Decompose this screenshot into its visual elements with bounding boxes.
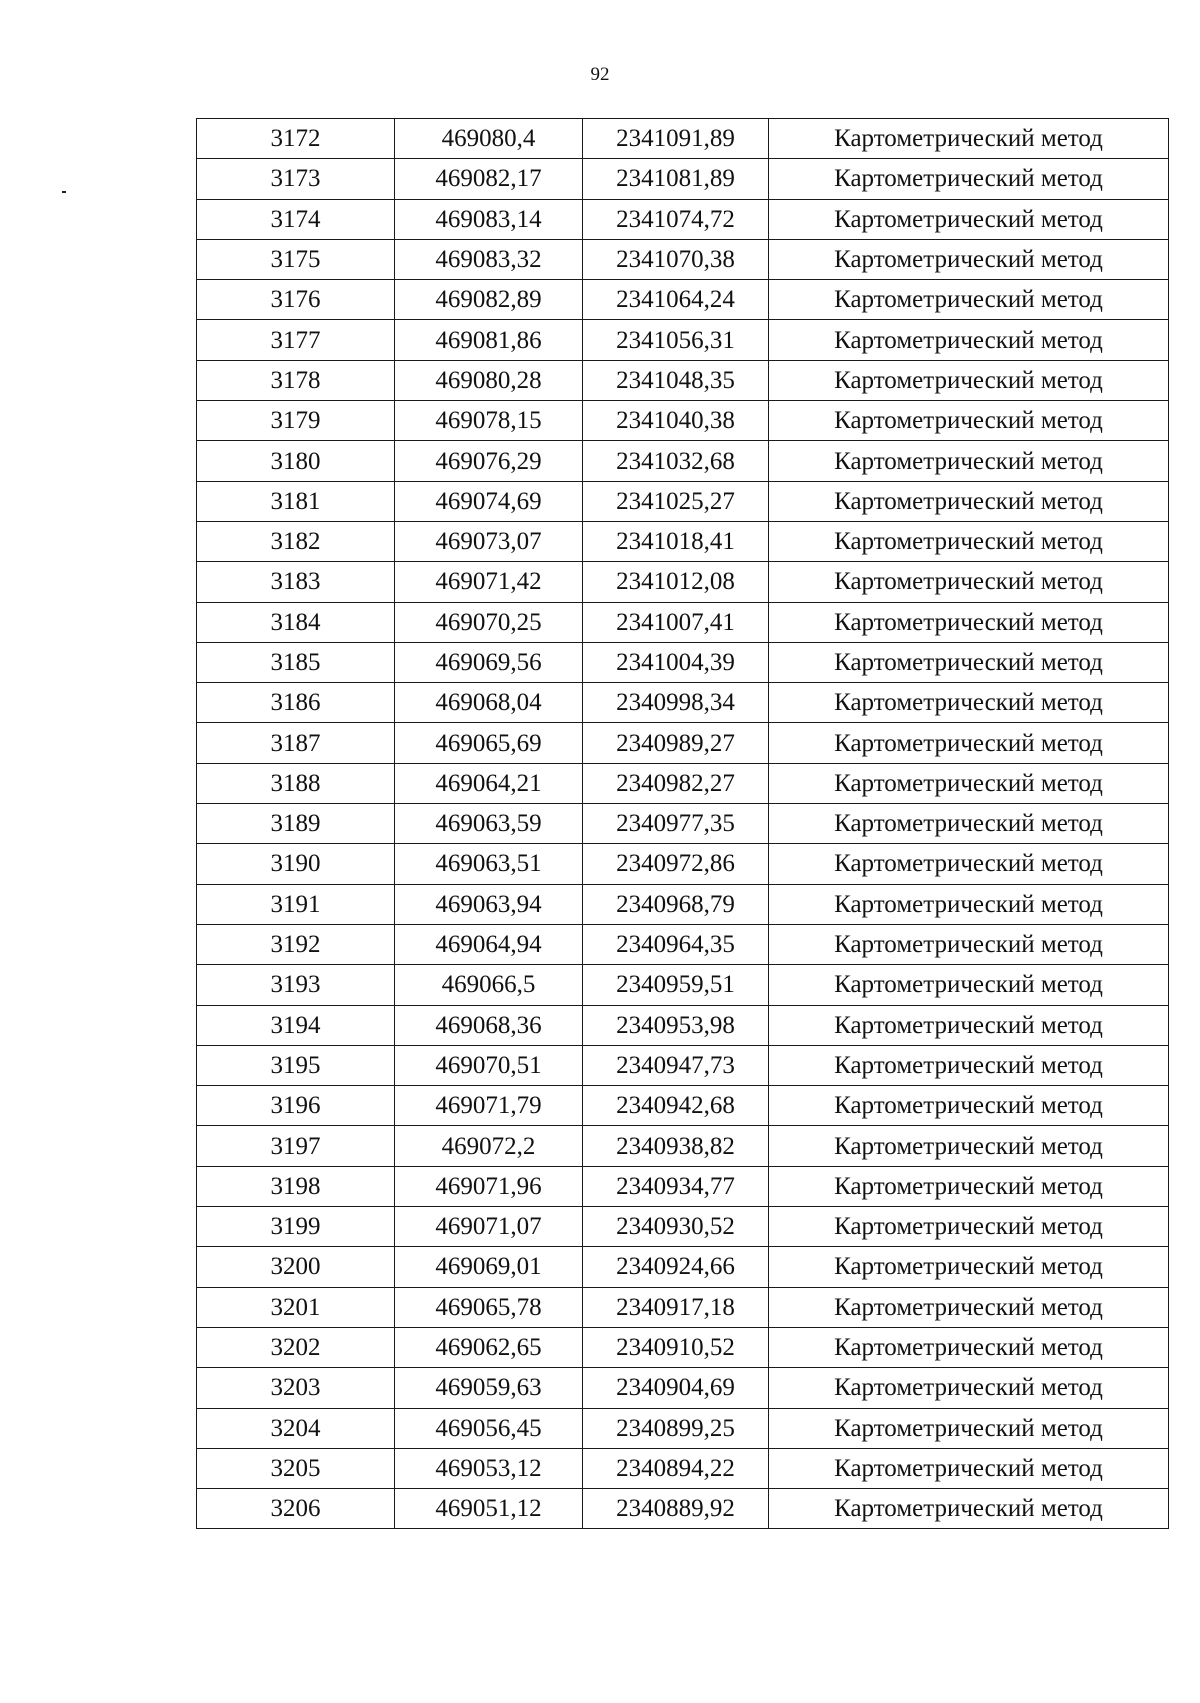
x-coordinate-cell: 469083,32 — [395, 239, 583, 279]
table-row — [197, 1287, 1169, 1327]
x-coordinate-cell: 469073,07 — [395, 521, 583, 561]
x-coordinate-cell: 469051,12 — [395, 1489, 583, 1529]
x-coordinate-cell: 469062,65 — [395, 1327, 583, 1367]
method-cell: Картометрический метод — [769, 562, 1169, 602]
point-number-cell: 3176 — [197, 280, 395, 320]
y-coordinate-cell: 2340972,86 — [583, 844, 769, 884]
y-coordinate-cell: 2341056,31 — [583, 320, 769, 360]
table-row — [197, 521, 1169, 561]
x-coordinate-cell: 469071,79 — [395, 1086, 583, 1126]
method-cell: Картометрический метод — [769, 280, 1169, 320]
point-number-cell: 3194 — [197, 1005, 395, 1045]
method-cell: Картометрический метод — [769, 320, 1169, 360]
y-coordinate-cell: 2340934,77 — [583, 1166, 769, 1206]
y-coordinate-cell: 2340904,69 — [583, 1368, 769, 1408]
y-coordinate-cell: 2341070,38 — [583, 239, 769, 279]
table-row — [197, 1005, 1169, 1045]
method-cell: Картометрический метод — [769, 1448, 1169, 1488]
x-coordinate-cell: 469069,01 — [395, 1247, 583, 1287]
x-coordinate-cell: 469064,21 — [395, 763, 583, 803]
table-row — [197, 1166, 1169, 1206]
method-cell: Картометрический метод — [769, 965, 1169, 1005]
point-number-cell: 3184 — [197, 602, 395, 642]
point-number-cell: 3205 — [197, 1448, 395, 1488]
x-coordinate-cell: 469063,94 — [395, 884, 583, 924]
y-coordinate-cell: 2340953,98 — [583, 1005, 769, 1045]
x-coordinate-cell: 469076,29 — [395, 441, 583, 481]
point-number-cell: 3181 — [197, 481, 395, 521]
x-coordinate-cell: 469071,42 — [395, 562, 583, 602]
point-number-cell: 3173 — [197, 159, 395, 199]
table-row — [197, 1489, 1169, 1529]
x-coordinate-cell: 469068,36 — [395, 1005, 583, 1045]
point-number-cell: 3187 — [197, 723, 395, 763]
point-number-cell: 3180 — [197, 441, 395, 481]
method-cell: Картометрический метод — [769, 1489, 1169, 1529]
method-cell: Картометрический метод — [769, 804, 1169, 844]
point-number-cell: 3177 — [197, 320, 395, 360]
x-coordinate-cell: 469070,25 — [395, 602, 583, 642]
point-number-cell: 3175 — [197, 239, 395, 279]
x-coordinate-cell: 469071,96 — [395, 1166, 583, 1206]
y-coordinate-cell: 2340989,27 — [583, 723, 769, 763]
x-coordinate-cell: 469080,28 — [395, 360, 583, 400]
table-row — [197, 401, 1169, 441]
method-cell: Картометрический метод — [769, 1287, 1169, 1327]
method-cell: Картометрический метод — [769, 481, 1169, 521]
table-row — [197, 119, 1169, 159]
table-row — [197, 1126, 1169, 1166]
y-coordinate-cell: 2341091,89 — [583, 119, 769, 159]
table-row — [197, 844, 1169, 884]
point-number-cell: 3192 — [197, 924, 395, 964]
y-coordinate-cell: 2340899,25 — [583, 1408, 769, 1448]
point-number-cell: 3191 — [197, 884, 395, 924]
table-row — [197, 562, 1169, 602]
method-cell: Картометрический метод — [769, 1207, 1169, 1247]
point-number-cell: 3206 — [197, 1489, 395, 1529]
x-coordinate-cell: 469059,63 — [395, 1368, 583, 1408]
point-number-cell: 3201 — [197, 1287, 395, 1327]
method-cell: Картометрический метод — [769, 441, 1169, 481]
method-cell: Картометрический метод — [769, 1327, 1169, 1367]
point-number-cell: 3202 — [197, 1327, 395, 1367]
y-coordinate-cell: 2341032,68 — [583, 441, 769, 481]
table-row — [197, 924, 1169, 964]
method-cell: Картометрический метод — [769, 763, 1169, 803]
table-row — [197, 965, 1169, 1005]
table-row — [197, 642, 1169, 682]
y-coordinate-cell: 2340889,92 — [583, 1489, 769, 1529]
stray-scan-mark — [62, 191, 66, 193]
x-coordinate-cell: 469063,51 — [395, 844, 583, 884]
method-cell: Картометрический метод — [769, 723, 1169, 763]
point-number-cell: 3197 — [197, 1126, 395, 1166]
table-row — [197, 360, 1169, 400]
point-number-cell: 3198 — [197, 1166, 395, 1206]
y-coordinate-cell: 2341040,38 — [583, 401, 769, 441]
x-coordinate-cell: 469063,59 — [395, 804, 583, 844]
table-row — [197, 239, 1169, 279]
x-coordinate-cell: 469072,2 — [395, 1126, 583, 1166]
table-row — [197, 763, 1169, 803]
y-coordinate-cell: 2341007,41 — [583, 602, 769, 642]
method-cell: Картометрический метод — [769, 1126, 1169, 1166]
y-coordinate-cell: 2340998,34 — [583, 683, 769, 723]
method-cell: Картометрический метод — [769, 239, 1169, 279]
point-number-cell: 3199 — [197, 1207, 395, 1247]
point-number-cell: 3190 — [197, 844, 395, 884]
method-cell: Картометрический метод — [769, 924, 1169, 964]
method-cell: Картометрический метод — [769, 1368, 1169, 1408]
y-coordinate-cell: 2340942,68 — [583, 1086, 769, 1126]
y-coordinate-cell: 2341012,08 — [583, 562, 769, 602]
x-coordinate-cell: 469064,94 — [395, 924, 583, 964]
point-number-cell: 3172 — [197, 119, 395, 159]
point-number-cell: 3174 — [197, 199, 395, 239]
method-cell: Картометрический метод — [769, 199, 1169, 239]
x-coordinate-cell: 469069,56 — [395, 642, 583, 682]
y-coordinate-cell: 2340917,18 — [583, 1287, 769, 1327]
y-coordinate-cell: 2340938,82 — [583, 1126, 769, 1166]
x-coordinate-cell: 469065,78 — [395, 1287, 583, 1327]
x-coordinate-cell: 469066,5 — [395, 965, 583, 1005]
point-number-cell: 3189 — [197, 804, 395, 844]
x-coordinate-cell: 469071,07 — [395, 1207, 583, 1247]
x-coordinate-cell: 469068,04 — [395, 683, 583, 723]
table-row — [197, 1045, 1169, 1085]
method-cell: Картометрический метод — [769, 159, 1169, 199]
x-coordinate-cell: 469081,86 — [395, 320, 583, 360]
y-coordinate-cell: 2340930,52 — [583, 1207, 769, 1247]
method-cell: Картометрический метод — [769, 844, 1169, 884]
point-number-cell: 3195 — [197, 1045, 395, 1085]
y-coordinate-cell: 2340982,27 — [583, 763, 769, 803]
table-row — [197, 320, 1169, 360]
x-coordinate-cell: 469070,51 — [395, 1045, 583, 1085]
y-coordinate-cell: 2340959,51 — [583, 965, 769, 1005]
table-row — [197, 683, 1169, 723]
table-row — [197, 481, 1169, 521]
y-coordinate-cell: 2340947,73 — [583, 1045, 769, 1085]
point-number-cell: 3183 — [197, 562, 395, 602]
method-cell: Картометрический метод — [769, 521, 1169, 561]
y-coordinate-cell: 2341081,89 — [583, 159, 769, 199]
table-row — [197, 723, 1169, 763]
y-coordinate-cell: 2341004,39 — [583, 642, 769, 682]
table-row — [197, 199, 1169, 239]
table-row — [197, 602, 1169, 642]
table-row — [197, 1207, 1169, 1247]
method-cell: Картометрический метод — [769, 683, 1169, 723]
point-number-cell: 3179 — [197, 401, 395, 441]
y-coordinate-cell: 2341074,72 — [583, 199, 769, 239]
y-coordinate-cell: 2341018,41 — [583, 521, 769, 561]
page-number: 92 — [590, 64, 610, 85]
x-coordinate-cell: 469082,89 — [395, 280, 583, 320]
point-number-cell: 3188 — [197, 763, 395, 803]
point-number-cell: 3204 — [197, 1408, 395, 1448]
point-number-cell: 3193 — [197, 965, 395, 1005]
y-coordinate-cell: 2340977,35 — [583, 804, 769, 844]
x-coordinate-cell: 469083,14 — [395, 199, 583, 239]
table-row — [197, 804, 1169, 844]
table-row — [197, 159, 1169, 199]
method-cell: Картометрический метод — [769, 1045, 1169, 1085]
table-row — [197, 1408, 1169, 1448]
coordinates-table-body — [197, 119, 1169, 1529]
y-coordinate-cell: 2341064,24 — [583, 280, 769, 320]
point-number-cell: 3182 — [197, 521, 395, 561]
table-row — [197, 1086, 1169, 1126]
x-coordinate-cell: 469080,4 — [395, 119, 583, 159]
method-cell: Картометрический метод — [769, 642, 1169, 682]
point-number-cell: 3196 — [197, 1086, 395, 1126]
x-coordinate-cell: 469056,45 — [395, 1408, 583, 1448]
y-coordinate-cell: 2340894,22 — [583, 1448, 769, 1488]
method-cell: Картометрический метод — [769, 360, 1169, 400]
table-row — [197, 1368, 1169, 1408]
point-number-cell: 3178 — [197, 360, 395, 400]
y-coordinate-cell: 2340910,52 — [583, 1327, 769, 1367]
point-number-cell: 3203 — [197, 1368, 395, 1408]
method-cell: Картометрический метод — [769, 1247, 1169, 1287]
point-number-cell: 3185 — [197, 642, 395, 682]
table-row — [197, 280, 1169, 320]
method-cell: Картометрический метод — [769, 1166, 1169, 1206]
y-coordinate-cell: 2341048,35 — [583, 360, 769, 400]
coordinates-table — [196, 118, 1169, 1529]
method-cell: Картометрический метод — [769, 1005, 1169, 1045]
x-coordinate-cell: 469074,69 — [395, 481, 583, 521]
point-number-cell: 3186 — [197, 683, 395, 723]
y-coordinate-cell: 2340968,79 — [583, 884, 769, 924]
x-coordinate-cell: 469065,69 — [395, 723, 583, 763]
y-coordinate-cell: 2340924,66 — [583, 1247, 769, 1287]
y-coordinate-cell: 2340964,35 — [583, 924, 769, 964]
table-row — [197, 441, 1169, 481]
method-cell: Картометрический метод — [769, 119, 1169, 159]
x-coordinate-cell: 469078,15 — [395, 401, 583, 441]
table-row — [197, 1327, 1169, 1367]
point-number-cell: 3200 — [197, 1247, 395, 1287]
x-coordinate-cell: 469053,12 — [395, 1448, 583, 1488]
table-row — [197, 1247, 1169, 1287]
table-row — [197, 1448, 1169, 1488]
method-cell: Картометрический метод — [769, 884, 1169, 924]
table-row — [197, 884, 1169, 924]
x-coordinate-cell: 469082,17 — [395, 159, 583, 199]
y-coordinate-cell: 2341025,27 — [583, 481, 769, 521]
method-cell: Картометрический метод — [769, 401, 1169, 441]
method-cell: Картометрический метод — [769, 602, 1169, 642]
method-cell: Картометрический метод — [769, 1408, 1169, 1448]
method-cell: Картометрический метод — [769, 1086, 1169, 1126]
